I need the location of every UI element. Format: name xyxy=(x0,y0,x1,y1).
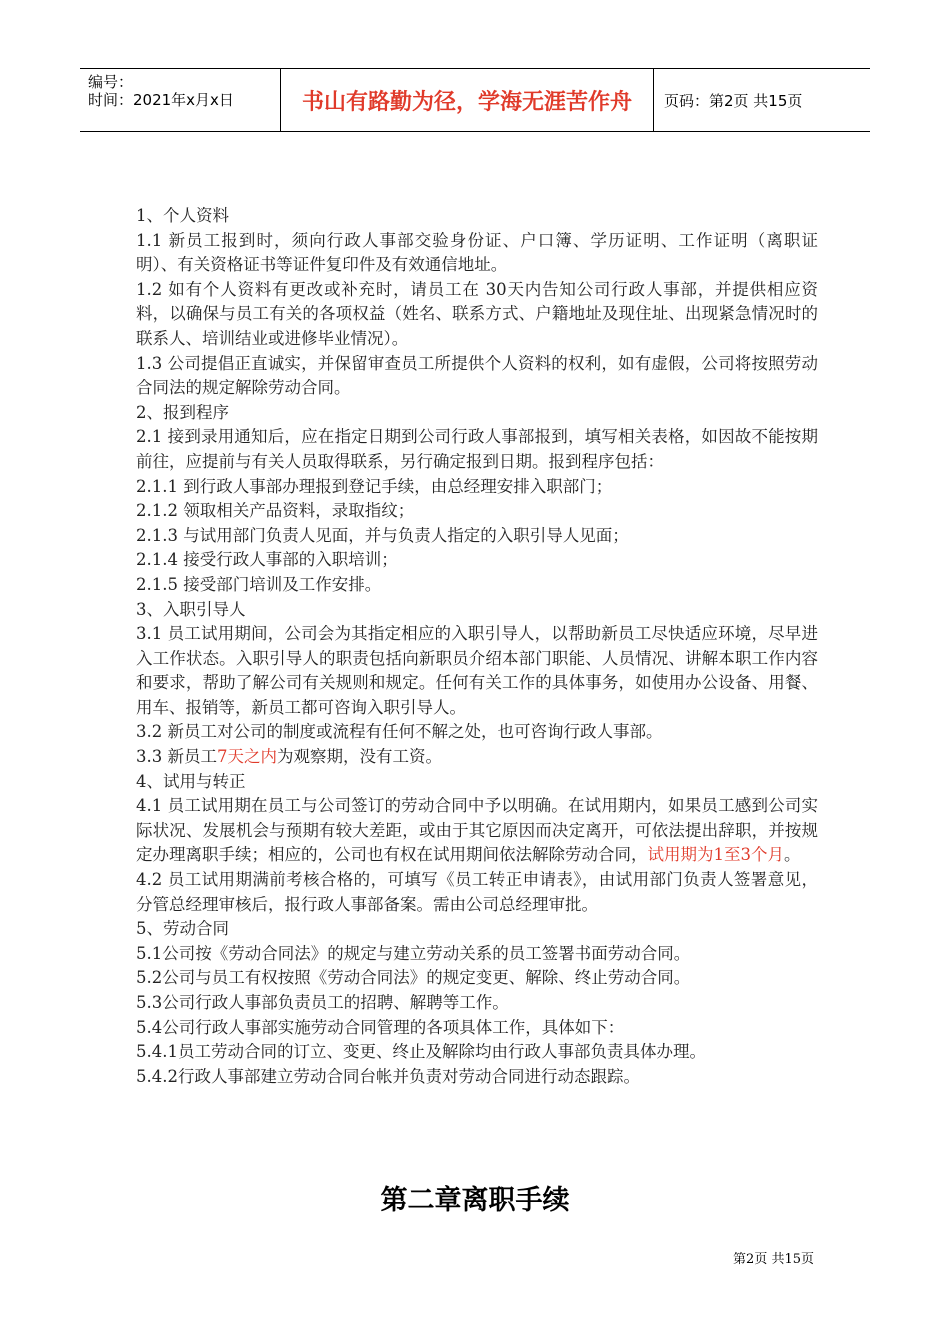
paragraph xyxy=(136,745,818,770)
list-item: 2.1.3 与试用部门负责人见面，并与负责人指定的入职引导人见面； xyxy=(136,525,629,545)
section-heading: 4、试用与转正 xyxy=(136,771,246,791)
header-page-number: 页码：第2页 共15页 xyxy=(664,91,803,110)
list-item: 2.1.4 接受行政人事部的入职培训； xyxy=(136,550,398,570)
header-left-cell xyxy=(80,69,281,131)
document-number-label: 编号： xyxy=(88,73,134,91)
paragraph: 5.2公司与员工有权按照《劳动合同法》的规定变更、解除、终止劳动合同。 xyxy=(136,968,691,988)
paragraph: 5.3公司行政人事部负责员工的招聘、解聘等工作。 xyxy=(136,993,509,1012)
paragraph: 3.1 员工试用期间，公司会为其指定相应的入职引导人，以帮助新员工尽快适应环境，尽早进入工作状态。入职引导人的职责包括向新职员介绍本部门职能、人员情况、讲解本职工作内容和要求，帮助了解公司有关规则和规定。任何有关工作的具体事务，如使用办公设备、用餐、用车、报销等，新员工都可咨询入职引导人。 xyxy=(136,624,818,717)
page-footer: 第2页 共15页 xyxy=(733,1252,814,1267)
paragraph: 5.4公司行政人事部实施劳动合同管理的各项具体工作，具体如下： xyxy=(136,1017,625,1037)
page-header xyxy=(80,68,870,132)
text-run: 4.1 员工试用期在员工与公司签订的劳动合同中予以明确。在试用期内，如果员工感到公司实际状况、发展机会与预期有较大差距，或由于其它原因而决定离开，可依法提出辞职，并按规定办理离职手续；相应的，公司也有权在试用期间依法解除劳动合同， xyxy=(136,796,818,865)
list-item: 2.1.1 到行政人事部办理报到登记手续，由总经理安排入职部门； xyxy=(136,476,613,496)
paragraph: 2.1 接到录用通知后，应在指定日期到公司行政人事部报到，填写相关表格，如因故不能按期前往，应提前与有关人员取得联系，另行确定报到日期。报到程序包括： xyxy=(136,427,818,471)
paragraph: 1.1 新员工报到时，须向行政人事部交验身份证、户口簿、学历证明、工作证明（离职证明）、有关资格证书等证件复印件及有效通信地址。 xyxy=(136,230,818,275)
text-run: 。 xyxy=(784,845,801,865)
text-run: 3.3 新员工 xyxy=(136,747,217,767)
paragraph: 5.1公司按《劳动合同法》的规定与建立劳动关系的员工签署书面劳动合同。 xyxy=(136,943,691,963)
paragraph: 5.4.1员工劳动合同的订立、变更、终止及解除均由行政人事部负责具体办理。 xyxy=(136,1042,706,1062)
highlighted-text: 7天之内 xyxy=(217,747,277,767)
paragraph: 3.2 新员工对公司的制度或流程有任何不解之处，也可咨询行政人事部。 xyxy=(136,722,663,742)
highlighted-text: 试用期为1至3个月 xyxy=(647,845,784,865)
paragraph: 1.3 公司提倡正直诚实，并保留审查员工所提供个人资料的权利，如有虚假，公司将按照劳动合同法的规定解除劳动合同。 xyxy=(136,353,818,398)
section-heading: 5、劳动合同 xyxy=(136,919,229,939)
paragraph: 5.4.2行政人事部建立劳动合同台帐并负责对劳动合同进行动态跟踪。 xyxy=(136,1066,640,1086)
paragraph: 1.2 如有个人资料有更改或补充时，请员工在 30天内告知公司行政人事部，并提供相应资料，以确保与员工有关的各项权益（姓名、联系方式、户籍地址及现住址、出现紧急情况时的联系人、培训结业或进修毕业情况）。 xyxy=(136,279,818,348)
document-time-label: 时间：2021年x月x日 xyxy=(88,91,234,109)
section-heading: 1、个人资料 xyxy=(136,206,229,225)
section-heading: 2、报到程序 xyxy=(136,402,229,422)
section-heading: 3、入职引导人 xyxy=(136,599,246,619)
list-item: 2.1.5 接受部门培训及工作安排。 xyxy=(136,574,382,594)
header-motto: 书山有路勤为径，学海无涯苦作舟 xyxy=(281,69,654,131)
chapter-title: 第二章离职手续 xyxy=(380,1185,570,1216)
list-item: 2.1.2 领取相关产品资料，录取指纹； xyxy=(136,501,415,521)
text-run: 为观察期，没有工资。 xyxy=(277,747,442,767)
paragraph: 4.2 员工试用期满前考核合格的，可填写《员工转正申请表》，由试用部门负责人签署意见，分管总经理审核后，报行政人事部备案。需由公司总经理审批。 xyxy=(136,870,818,914)
document-body xyxy=(136,204,818,1089)
paragraph xyxy=(136,794,818,868)
